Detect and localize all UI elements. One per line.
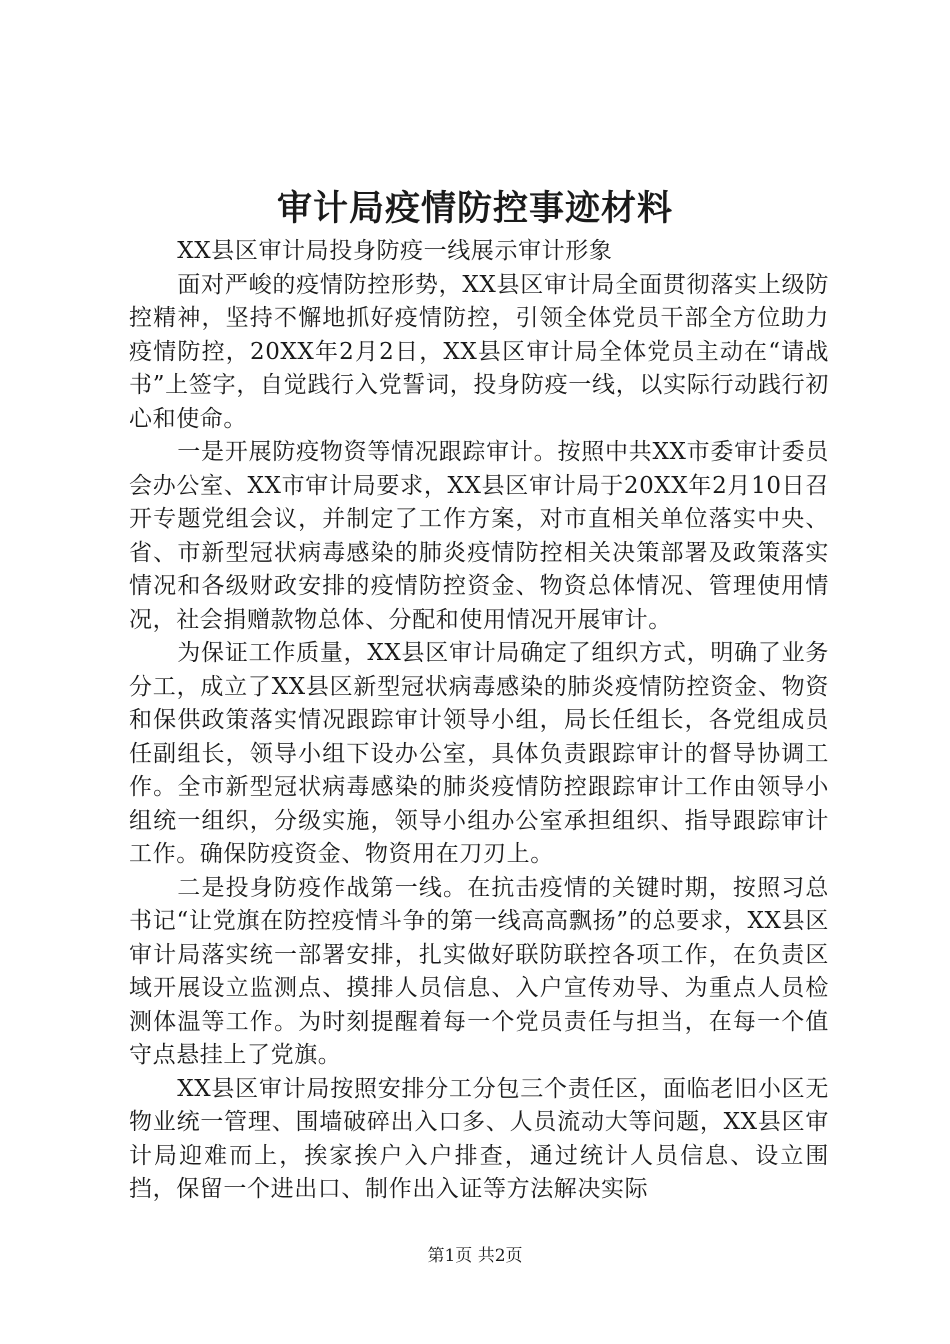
body-paragraph: 二是投身防疫作战第一线。在抗击疫情的关键时期，按照习总书记“让党旗在防控疫情斗争的第一线高高飘扬”的总要求，XX县区审计局落实统一部署安排，扎实做好联防联控各项工作，在负责区域开展设立监测点、摸排人员信息、入户宣传劝导、为重点人员检测体温等工作。为时刻提醒着每一个党员责任与担当，在每一个值守点悬挂上了党旗。 [129, 874, 829, 1068]
document-title: 审计局疫情防控事迹材料 [276, 188, 673, 229]
page-number-footer: 第1页 共2页 [427, 1246, 523, 1266]
body-paragraph: 为保证工作质量，XX县区审计局确定了组织方式，明确了业务分工，成立了XX县区新型冠状病毒感染的肺炎疫情防控资金、物资和保供政策落实情况跟踪审计领导小组，局长任组长，各党组成员任副组长，领导小组下设办公室，具体负责跟踪审计的督导协调工作。全市新型冠状病毒感染的肺炎疫情防控跟踪审计工作由领导小组统一组织，分级实施，领导小组办公室承担组织、指导跟踪审计工作。确保防疫资金、物资用在刀刃上。 [129, 640, 829, 867]
body-paragraph: 一是开展防疫物资等情况跟踪审计。按照中共XX市委审计委员会办公室、XX市审计局要求，XX县区审计局于20XX年2月10日召开专题党组会议，并制定了工作方案，对市直相关单位落实中央、省、市新型冠状病毒感染的肺炎疫情防控相关决策部署及政策落实情况和各级财政安排的疫情防控资金、物资总体情况、管理使用情况，社会捐赠款物总体、分配和使用情况开展审计。 [129, 439, 829, 633]
subtitle-paragraph: XX县区审计局投身防疫一线展示审计形象 [177, 238, 613, 264]
body-paragraph: 面对严峻的疫情防控形势，XX县区审计局全面贯彻落实上级防控精神，坚持不懈地抓好疫情防控，引领全体党员干部全方位助力疫情防控，20XX年2月2日，XX县区审计局全体党员主动在“请战书”上签字，自觉践行入党誓词，投身防疫一线，以实际行动践行初心和使命。 [129, 271, 829, 432]
body-paragraph: XX县区审计局按照安排分工分包三个责任区，面临老旧小区无物业统一管理、围墙破碎出入口多、人员流动大等问题，XX县区审计局迎难而上，挨家挨户入户排查，通过统计人员信息、设立围挡，保留一个进出口、制作出入证等方法解决实际 [129, 1075, 829, 1202]
document-body [129, 235, 829, 1207]
